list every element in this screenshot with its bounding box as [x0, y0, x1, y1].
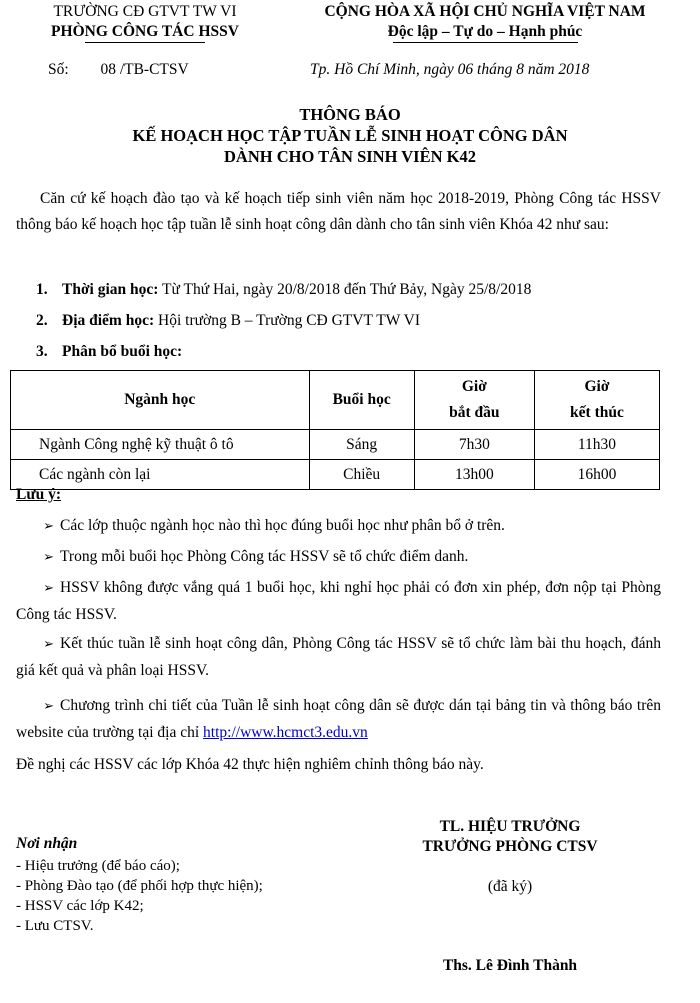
header-major: Ngành học [11, 371, 310, 430]
header-start: Giờ bắt đầu [414, 371, 534, 430]
signed-mark: (đã ký) [487, 878, 533, 895]
notes-title: Lưu ý: [16, 486, 62, 503]
row-start: 7h30 [414, 430, 534, 460]
note-bullet-2: ➢ Trong mỗi buổi học Phòng Công tác HSSV sẽ tổ chức điểm danh. [16, 544, 661, 571]
note-bullet-1: ➢ Các lớp thuộc ngành học nào thì học đúng buổi học như phân bổ ở trên. [16, 513, 661, 540]
intro-text: Căn cứ kế hoạch đào tạo và kế hoạch tiếp sinh viên năm học 2018-2019, Phòng Công tác HSSV thông báo kế hoạch học tập tuần lễ sinh hoạt công dân dành cho tân sinh viên Khóa 42 như sau: [16, 190, 661, 233]
intro-paragraph [16, 186, 661, 238]
location-label: Địa điểm học: [62, 312, 155, 329]
location-value: Hội trường B – Trường CĐ GTVT TW VI [154, 312, 421, 329]
row-start: 13h00 [414, 460, 534, 490]
header-session: Buổi học [309, 371, 414, 430]
recipient-item: - Lưu CTSV. [16, 918, 94, 934]
table-row [11, 430, 660, 460]
org-underline [85, 42, 205, 43]
signer-name: Ths. Lê Đình Thành [442, 957, 578, 974]
doc-number-label: Số: [48, 61, 69, 78]
signer-authority: TL. HIỆU TRƯỞNG [439, 818, 581, 835]
doc-number-value: 08 /TB-CTSV [100, 61, 189, 78]
doc-title [0, 104, 700, 167]
org-name-line2: PHÒNG CÔNG TÁC HSSV [51, 23, 239, 40]
note-bullet-3: ➢ HSSV không được vắng quá 1 buổi học, khi nghỉ học phải có đơn xin phép, đơn nộp tại Phòng Công tác HSSV. [16, 575, 661, 628]
note-bullet-4: ➢ Kết thúc tuần lễ sinh hoạt công dân, Phòng Công tác HSSV sẽ tổ chức làm bài thu hoạch, đánh giá kết quả và phân loại HSSV. [16, 631, 661, 684]
title-line3: DÀNH CHO TÂN SINH VIÊN K42 [224, 147, 476, 166]
sessions-label: Phân bổ buổi học: [62, 343, 183, 360]
doc-number [48, 61, 189, 79]
signer-title: TRƯỞNG PHÒNG CTSV [422, 838, 598, 855]
row-end: 16h00 [534, 460, 659, 490]
nation-line1: CỘNG HÒA XÃ HỘI CHỦ NGHĨA VIỆT NAM [324, 3, 646, 20]
title-line1: THÔNG BÁO [299, 105, 401, 124]
table-header-row [11, 371, 660, 430]
arrow-bullet-icon: ➢ [43, 637, 54, 652]
row-session: Chiều [309, 460, 414, 490]
note-bullet-5: ➢ Chương trình chi tiết của Tuần lễ sinh hoạt công dân sẽ được dán tại bảng tin và thông báo trên website của trường tại địa chỉ http://www.hcmct3.edu.vn [16, 693, 661, 746]
time-label: Thời gian học: [62, 281, 159, 298]
motto-underline [393, 42, 578, 43]
place-date: Tp. Hồ Chí Minh, ngày 06 tháng 8 năm 2018 [310, 61, 590, 78]
national-motto [270, 2, 700, 43]
recipients-title: Nơi nhận [16, 835, 78, 852]
list-item-location: 2. Địa điểm học: Hội trường B – Trường CĐ GTVT TW VI [36, 312, 421, 329]
title-line2: KẾ HOẠCH HỌC TẬP TUẦN LỄ SINH HOẠT CÔNG DÂN [132, 126, 568, 145]
list-item-time: 1. Thời gian học: Từ Thứ Hai, ngày 20/8/2018 đến Thứ Bảy, Ngày 25/8/2018 [36, 281, 532, 298]
row-major: Các ngành còn lại [11, 460, 310, 490]
row-session: Sáng [309, 430, 414, 460]
nation-line2: Độc lập – Tự do – Hạnh phúc [387, 23, 583, 40]
issuing-organization [0, 2, 290, 43]
recipient-item: - Hiệu trưởng (để báo cáo); [16, 858, 180, 874]
row-end: 11h30 [534, 430, 659, 460]
recipient-item: - HSSV các lớp K42; [16, 898, 144, 914]
schedule-table [10, 370, 660, 490]
arrow-bullet-icon: ➢ [43, 581, 54, 596]
table-row [11, 460, 660, 490]
row-major: Ngành Công nghệ kỹ thuật ô tô [11, 430, 310, 460]
closing-request: Đề nghị các HSSV các lớp Khóa 42 thực hiện nghiêm chỉnh thông báo này. [16, 756, 484, 773]
recipient-item: - Phòng Đào tạo (để phối hợp thực hiện); [16, 878, 263, 894]
header-end: Giờ kết thúc [534, 371, 659, 430]
list-item-sessions: 3. Phân bổ buổi học: [36, 343, 183, 360]
arrow-bullet-icon: ➢ [43, 550, 54, 565]
website-link[interactable]: http://www.hcmct3.edu.vn [203, 724, 368, 741]
arrow-bullet-icon: ➢ [43, 519, 54, 534]
org-name-line1: TRƯỜNG CĐ GTVT TW VI [53, 3, 237, 20]
arrow-bullet-icon: ➢ [43, 699, 54, 714]
time-value: Từ Thứ Hai, ngày 20/8/2018 đến Thứ Bảy, Ngày 25/8/2018 [158, 281, 532, 298]
